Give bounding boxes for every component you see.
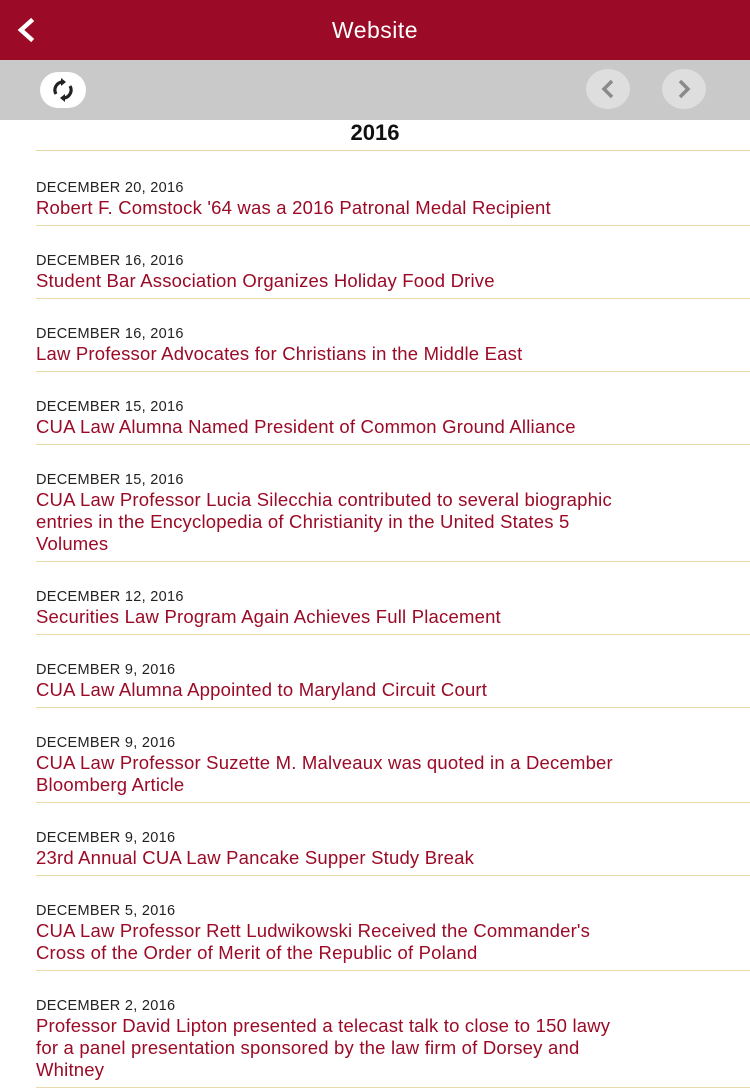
news-title-link[interactable]: CUA Law Alumna Named President of Common Ground Alliance — [36, 416, 576, 437]
news-title-link[interactable]: for a panel presentation sponsored by the law firm of Dorsey and — [36, 1037, 580, 1058]
news-title-link[interactable]: Professor David Lipton presented a telecast talk to close to 150 lawy — [36, 1015, 611, 1036]
news-item[interactable] — [36, 635, 750, 708]
news-date: DECEMBER 9, 2016 — [36, 662, 176, 678]
back-page-button[interactable] — [586, 69, 630, 109]
news-date: DECEMBER 2, 2016 — [36, 998, 176, 1014]
news-title-link[interactable]: Bloomberg Article — [36, 774, 185, 795]
news-item[interactable] — [36, 226, 750, 299]
news-date: DECEMBER 5, 2016 — [36, 903, 176, 919]
refresh-icon — [49, 78, 77, 102]
news-item[interactable] — [36, 708, 750, 803]
news-title-link[interactable]: Volumes — [36, 533, 109, 554]
news-title-link[interactable]: Robert F. Comstock '64 was a 2016 Patronal Medal Recipient — [36, 197, 551, 218]
back-button[interactable] — [10, 14, 42, 46]
news-item[interactable] — [36, 562, 750, 635]
news-item[interactable] — [36, 151, 750, 226]
news-title-link[interactable]: CUA Law Alumna Appointed to Maryland Circuit Court — [36, 679, 488, 700]
year-heading: 2016 — [350, 120, 400, 145]
browser-toolbar — [0, 60, 750, 120]
news-title-link[interactable]: CUA Law Professor Lucia Silecchia contributed to several biographic — [36, 489, 612, 510]
news-title-link[interactable]: entries in the Encyclopedia of Christianity in the United States 5 — [36, 511, 570, 532]
news-item[interactable] — [36, 372, 750, 445]
news-title-link[interactable]: Cross of the Order of Merit of the Republic of Poland — [36, 942, 478, 963]
news-title-link[interactable]: Whitney — [36, 1059, 105, 1080]
news-item[interactable] — [36, 971, 750, 1088]
chevron-left-icon — [15, 18, 37, 42]
news-list — [0, 151, 750, 1088]
news-item[interactable] — [36, 445, 750, 562]
news-date: DECEMBER 9, 2016 — [36, 735, 176, 751]
news-date: DECEMBER 9, 2016 — [36, 830, 176, 846]
news-title-link[interactable]: Law Professor Advocates for Christians in the Middle East — [36, 343, 523, 364]
news-date: DECEMBER 15, 2016 — [36, 472, 184, 488]
news-date: DECEMBER 16, 2016 — [36, 253, 184, 269]
news-date: DECEMBER 12, 2016 — [36, 589, 184, 605]
navigation-bar — [0, 0, 750, 60]
news-date: DECEMBER 20, 2016 — [36, 180, 184, 196]
page-title: Website — [331, 17, 419, 43]
refresh-button[interactable] — [40, 72, 86, 108]
news-title-link[interactable]: CUA Law Professor Suzette M. Malveaux was quoted in a December — [36, 752, 613, 773]
news-date: DECEMBER 15, 2016 — [36, 399, 184, 415]
forward-page-button[interactable] — [662, 69, 706, 109]
news-item[interactable] — [36, 299, 750, 372]
news-title-link[interactable]: CUA Law Professor Rett Ludwikowski Received the Commander's — [36, 920, 591, 941]
news-item[interactable] — [36, 876, 750, 971]
news-title-link[interactable]: Student Bar Association Organizes Holiday Food Drive — [36, 270, 495, 291]
chevron-right-icon — [674, 78, 694, 100]
news-date: DECEMBER 16, 2016 — [36, 326, 184, 342]
web-content[interactable] — [0, 120, 750, 1080]
news-item[interactable] — [36, 803, 750, 876]
news-title-link[interactable]: 23rd Annual CUA Law Pancake Supper Study Break — [36, 847, 475, 868]
news-title-link[interactable]: Securities Law Program Again Achieves Full Placement — [36, 606, 501, 627]
chevron-left-icon — [598, 78, 618, 100]
